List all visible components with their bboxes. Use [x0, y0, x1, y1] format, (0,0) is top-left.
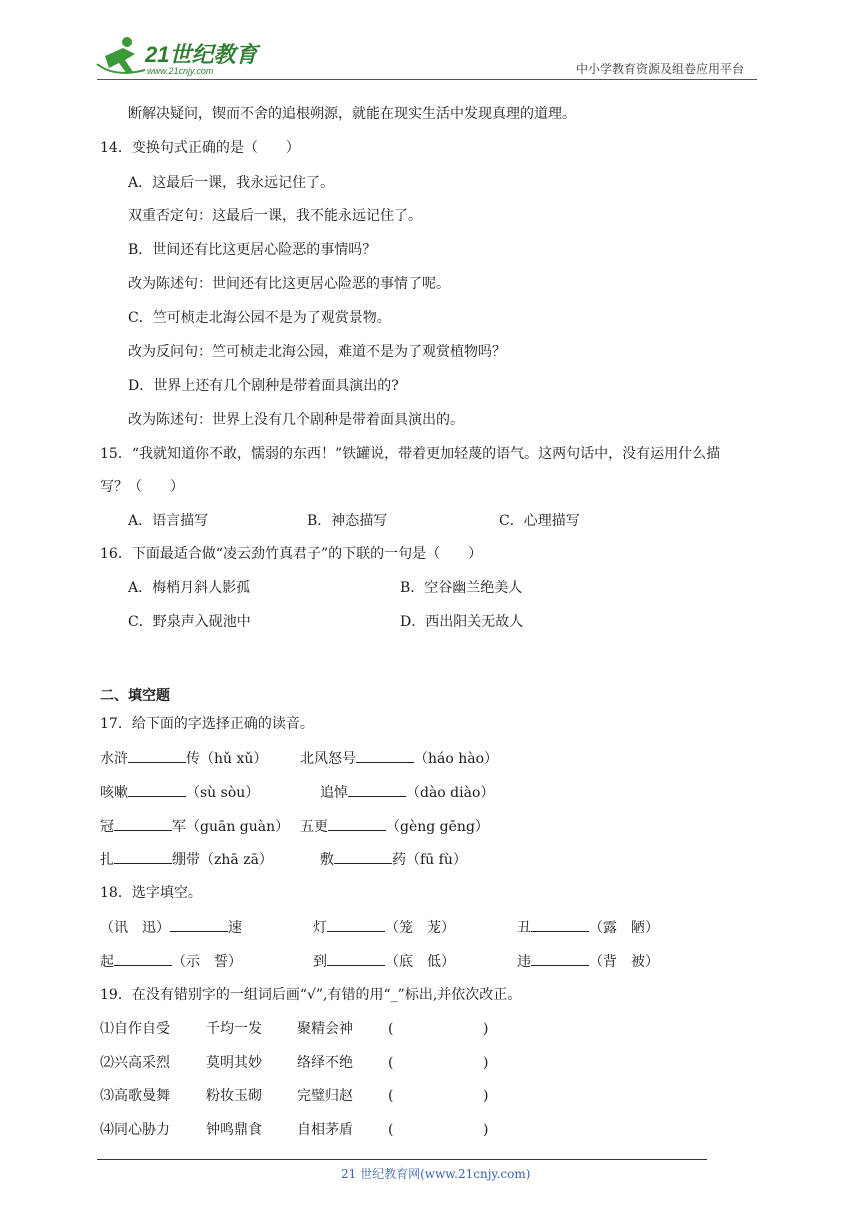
q17-stem: 17．给下面的字选择正确的读音。: [100, 716, 314, 732]
answer-paren-open: (: [388, 1055, 394, 1071]
q19-word-1: ⑷同心胁力: [100, 1122, 170, 1138]
section-title: 二、填空题: [100, 688, 170, 704]
q19-word-3: 络绎不绝: [297, 1055, 353, 1071]
q18-item: 起 （示 誓）: [100, 951, 242, 972]
q18-item: 灯 （笼 茏）: [313, 917, 455, 938]
svg-text:www.21cnjy.com: www.21cnjy.com: [147, 66, 214, 76]
q18-stem: 18．选字填空。: [100, 885, 202, 901]
answer-blank[interactable]: [327, 951, 385, 966]
q18-item: 到 （底 低）: [313, 951, 455, 972]
runner-logo-icon: [95, 34, 265, 78]
q19-word-3: 自相茅盾: [297, 1122, 353, 1138]
q17-item: 水浒 传（hǔ xǔ）: [100, 748, 267, 769]
q15-stem: 15．“我就知道你不敢，懦弱的东西！”铁罐说，带着更加轻蔑的语气。这两句话中，没有运用什么描: [100, 446, 721, 462]
q14-line: B．世间还有比这更居心险恶的事情吗？: [128, 242, 377, 258]
q16-option-b: B．空谷幽兰绝美人: [400, 580, 523, 596]
q17-item: 扎 绷带（zhā zā）: [100, 849, 273, 870]
q18-item: （讯 迅） 速: [100, 917, 242, 938]
q14-line: C．竺可桢走北海公园不是为了观赏景物。: [128, 310, 391, 326]
answer-blank[interactable]: [531, 917, 589, 932]
svg-text:21世纪教育: 21世纪教育: [145, 42, 258, 67]
footer-link[interactable]: 21 世纪教育网(www.21cnjy.com): [341, 1167, 531, 1181]
q16-option-d: D．西出阳关无故人: [400, 614, 524, 630]
q19-word-2: 粉妆玉砌: [206, 1088, 262, 1104]
q14-line: 改为陈述句：世界上没有几个剧种是带着面具演出的。: [128, 412, 464, 428]
q19-word-1: ⑶高歌曼舞: [100, 1088, 170, 1104]
q17-item: 五更 （gèng gēng）: [300, 816, 489, 837]
answer-blank[interactable]: [531, 951, 589, 966]
answer-paren-open: (: [388, 1021, 394, 1037]
q16-option-c: C．野泉声入砚池中: [128, 614, 251, 630]
q15-option-b: B．神态描写: [307, 513, 388, 529]
site-logo: [95, 34, 265, 78]
footer-divider: [97, 1159, 707, 1160]
q19-word-3: 完璧归赵: [297, 1088, 353, 1104]
q18-item: 丑 （露 陋）: [517, 917, 659, 938]
answer-blank[interactable]: [114, 849, 172, 864]
answer-blank[interactable]: [328, 816, 386, 831]
q19-word-1: ⑴自作自受: [100, 1021, 170, 1037]
intro-line: 断解决疑问，锲而不舍的追根朔源，就能在现实生活中发现真理的道理。: [128, 106, 576, 122]
answer-blank[interactable]: [356, 748, 414, 763]
header-divider: [97, 79, 757, 80]
q14-line: D．世界上还有几个剧种是带着面具演出的?: [128, 378, 399, 394]
q19-word-2: 钟鸣鼎食: [206, 1122, 262, 1138]
q17-item: 追悼 （dào diào）: [320, 782, 494, 803]
answer-paren-open: (: [388, 1088, 394, 1104]
answer-paren-close: ): [483, 1021, 489, 1037]
q14-stem: 14．变换句式正确的是（ ）: [100, 140, 300, 156]
q15-stem-cont: 写？（ ）: [100, 479, 184, 495]
q14-line: A．这最后一课，我永远记住了。: [128, 175, 335, 191]
answer-blank[interactable]: [128, 748, 186, 763]
q17-item: 北风怒号 （háo hào）: [300, 748, 498, 769]
q14-line: 双重否定句：这最后一课，我不能永远记住了。: [128, 208, 422, 224]
answer-blank[interactable]: [128, 782, 186, 797]
answer-paren-open: (: [388, 1122, 394, 1138]
answer-paren-close: ): [483, 1088, 489, 1104]
answer-paren-close: ): [483, 1055, 489, 1071]
q15-option-c: C．心理描写: [499, 513, 580, 529]
q17-item: 冠 军（guān guàn）: [100, 816, 289, 837]
q17-item: 咳嗽 （sù sòu）: [100, 782, 259, 803]
q19-word-1: ⑵兴高采烈: [100, 1055, 170, 1071]
q16-stem: 16．下面最适合做“凌云劲竹真君子”的下联的一句是（ ）: [100, 546, 483, 562]
q19-stem: 19．在没有错别字的一组词后画“√”,有错的用“_”标出,并依次改正。: [100, 987, 522, 1003]
q18-item: 违 （背 被）: [517, 951, 659, 972]
answer-blank[interactable]: [170, 917, 228, 932]
q15-option-a: A．语言描写: [128, 513, 209, 529]
answer-blank[interactable]: [114, 816, 172, 831]
answer-blank[interactable]: [348, 782, 406, 797]
answer-blank[interactable]: [327, 917, 385, 932]
q17-item: 敷 药（fū fù）: [320, 849, 467, 870]
q19-word-2: 莫明其妙: [206, 1055, 262, 1071]
answer-blank[interactable]: [114, 951, 172, 966]
q14-line: 改为反问句：竺可桢走北海公园，难道不是为了观赏植物吗？: [128, 344, 506, 360]
q16-option-a: A．梅梢月斜人影孤: [128, 580, 251, 596]
site-title: 中小学教育资源及组卷应用平台: [576, 62, 745, 76]
answer-blank[interactable]: [334, 849, 392, 864]
q14-line: 改为陈述句：世间还有比这更居心险恶的事情了呢。: [128, 276, 450, 292]
q19-word-2: 千均一发: [206, 1021, 262, 1037]
answer-paren-close: ): [483, 1122, 489, 1138]
q19-word-3: 聚精会神: [297, 1021, 353, 1037]
